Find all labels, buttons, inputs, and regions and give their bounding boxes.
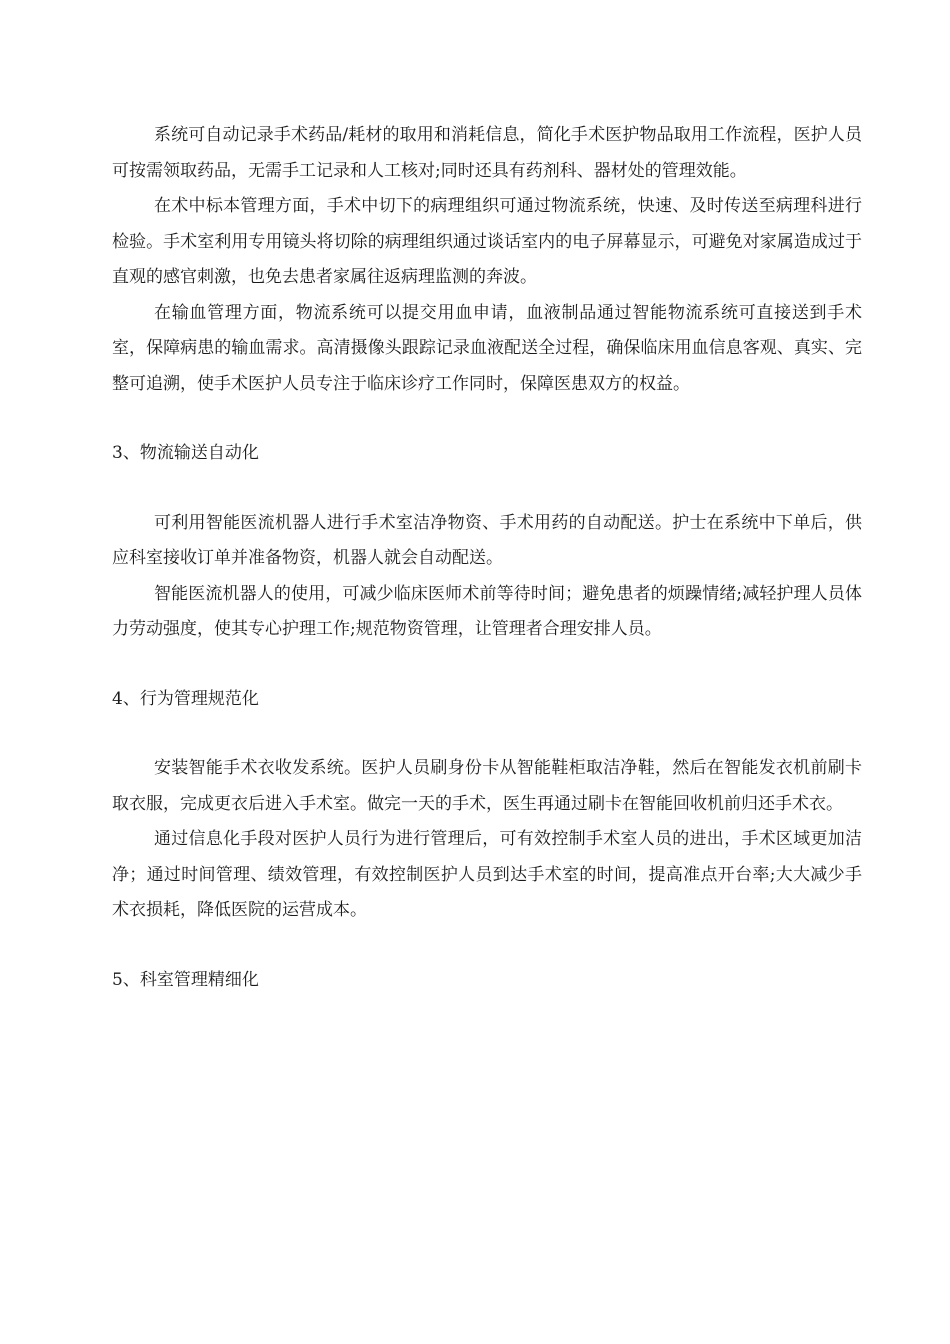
paragraph-specimen-management: 在术中标本管理方面，手术中切下的病理组织可通过物流系统，快速、及时传送至病理科进行检验。手术室利用专用镜头将切除的病理组织通过谈话室内的电子屏幕显示，可避免对家属造成过于直观的感官刺激，也免去患者家属往返病理监测的奔波。 xyxy=(112,196,862,287)
paragraph-robot-benefits: 智能医流机器人的使用，可减少临床医师术前等待时间；避免患者的烦躁情绪;减轻护理人员体力劳动强度，使其专心护理工作;规范物资管理，让管理者合理安排人员。 xyxy=(112,583,862,639)
document-body xyxy=(112,118,862,998)
paragraph-blood-transfusion: 在输血管理方面，物流系统可以提交用血申请，血液制品通过智能物流系统可直接送到手术室，保障病患的输血需求。高清摄像头跟踪记录血液配送全过程，确保临床用血信息客观、真实、完整可追溯，使手术医护人员专注于临床诊疗工作同时，保障医患双方的权益。 xyxy=(112,302,862,394)
section-heading-behavior: 4、行为管理规范化 xyxy=(112,688,259,709)
paragraph-drug-consumables: 系统可自动记录手术药品/耗材的取用和消耗信息，简化手术医护物品取用工作流程，医护人员可按需领取药品，无需手工记录和人工核对;同时还具有药剂科、器材处的管理效能。 xyxy=(112,125,862,181)
section-heading-logistics: 3、物流输送自动化 xyxy=(112,443,259,463)
paragraph-robot-delivery: 可利用智能医流机器人进行手术室洁净物资、手术用药的自动配送。护士在系统中下单后，供应科室接收订单并准备物资，机器人就会自动配送。 xyxy=(112,512,862,568)
section-heading-department: 5、科室管理精细化 xyxy=(112,969,259,990)
paragraph-gown-system: 安装智能手术衣收发系统。医护人员刷身份卡从智能鞋柜取洁净鞋，然后在智能发衣机前刷卡取衣服，完成更衣后进入手术室。做完一天的手术，医生再通过刷卡在智能回收机前归还手术衣。 xyxy=(112,758,862,814)
paragraph-behavior-benefits: 通过信息化手段对医护人员行为进行管理后，可有效控制手术室人员的进出，手术区域更加洁净；通过时间管理、绩效管理，有效控制医护人员到达手术室的时间，提高准点开台率;大大减少手术衣损耗，降低医院的运营成本。 xyxy=(112,829,862,920)
